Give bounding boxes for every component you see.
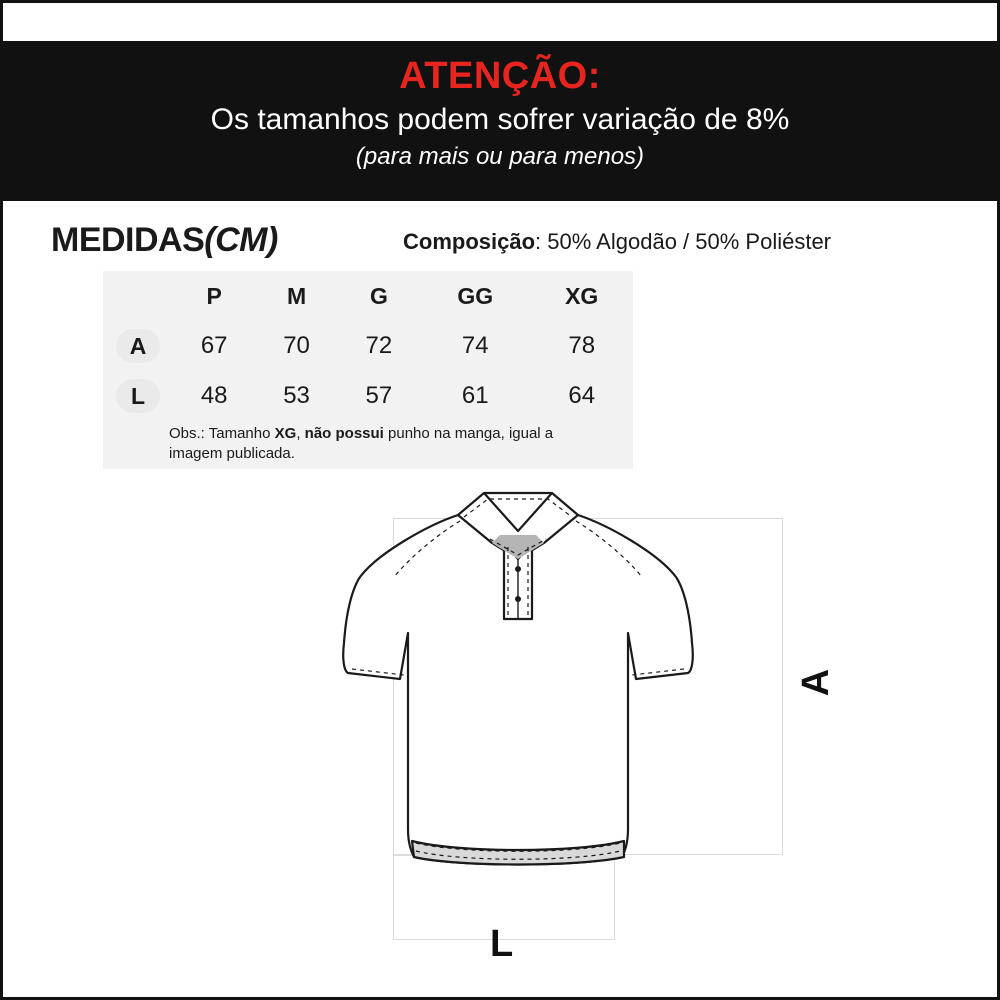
polo-shirt-icon xyxy=(308,473,728,903)
measures-title-text: MEDIDAS xyxy=(51,221,205,259)
obs-prefix: Obs.: Tamanho xyxy=(169,425,275,442)
size-table xyxy=(103,271,633,421)
table-corner-cell xyxy=(103,271,173,321)
attention-banner xyxy=(3,41,997,201)
banner-subtitle: Os tamanhos podem sofrer variação de 8% xyxy=(210,103,790,136)
obs-mid: , xyxy=(296,425,305,442)
banner-title: ATENÇÃO: xyxy=(399,55,601,97)
row-label-l xyxy=(103,371,173,421)
cell-l-xg: 64 xyxy=(568,382,596,409)
row-badge-a: A xyxy=(116,329,160,363)
obs-suffix: punho na manga, igual a imagem publicada. xyxy=(169,425,554,462)
composition-line xyxy=(403,229,831,255)
table-col-m: M xyxy=(286,282,307,309)
width-dimension-label: L xyxy=(490,923,514,965)
table-col-gg: GG xyxy=(457,282,494,309)
cell-l-p: 48 xyxy=(200,382,228,409)
table-row xyxy=(103,321,633,371)
table-col-p: P xyxy=(206,282,222,309)
cell-a-g: 72 xyxy=(365,332,393,359)
table-header-row xyxy=(103,271,633,321)
table-col-g: G xyxy=(369,282,388,309)
table-observation xyxy=(169,424,589,464)
banner-note: (para mais ou para menos) xyxy=(355,143,645,170)
measures-title xyxy=(51,221,278,260)
cell-a-xg: 78 xyxy=(568,332,596,359)
cell-a-gg: 74 xyxy=(461,332,489,359)
row-badge-l: L xyxy=(116,379,160,413)
cell-a-m: 70 xyxy=(283,332,310,359)
obs-strong: não possui xyxy=(304,425,384,442)
row-label-a xyxy=(103,321,173,371)
composition-value: : 50% Algodão / 50% Poliéster xyxy=(535,229,831,254)
cell-l-m: 53 xyxy=(283,382,310,409)
garment-diagram xyxy=(3,473,997,997)
measures-unit: (CM) xyxy=(204,221,278,259)
height-dimension-label: A xyxy=(795,668,838,697)
table-col-xg: XG xyxy=(565,282,599,309)
cell-l-gg: 61 xyxy=(461,382,489,409)
table-row xyxy=(103,371,633,421)
obs-size: XG xyxy=(274,425,297,442)
cell-a-p: 67 xyxy=(200,332,228,359)
composition-label: Composição xyxy=(403,229,536,254)
cell-l-g: 57 xyxy=(365,382,393,409)
